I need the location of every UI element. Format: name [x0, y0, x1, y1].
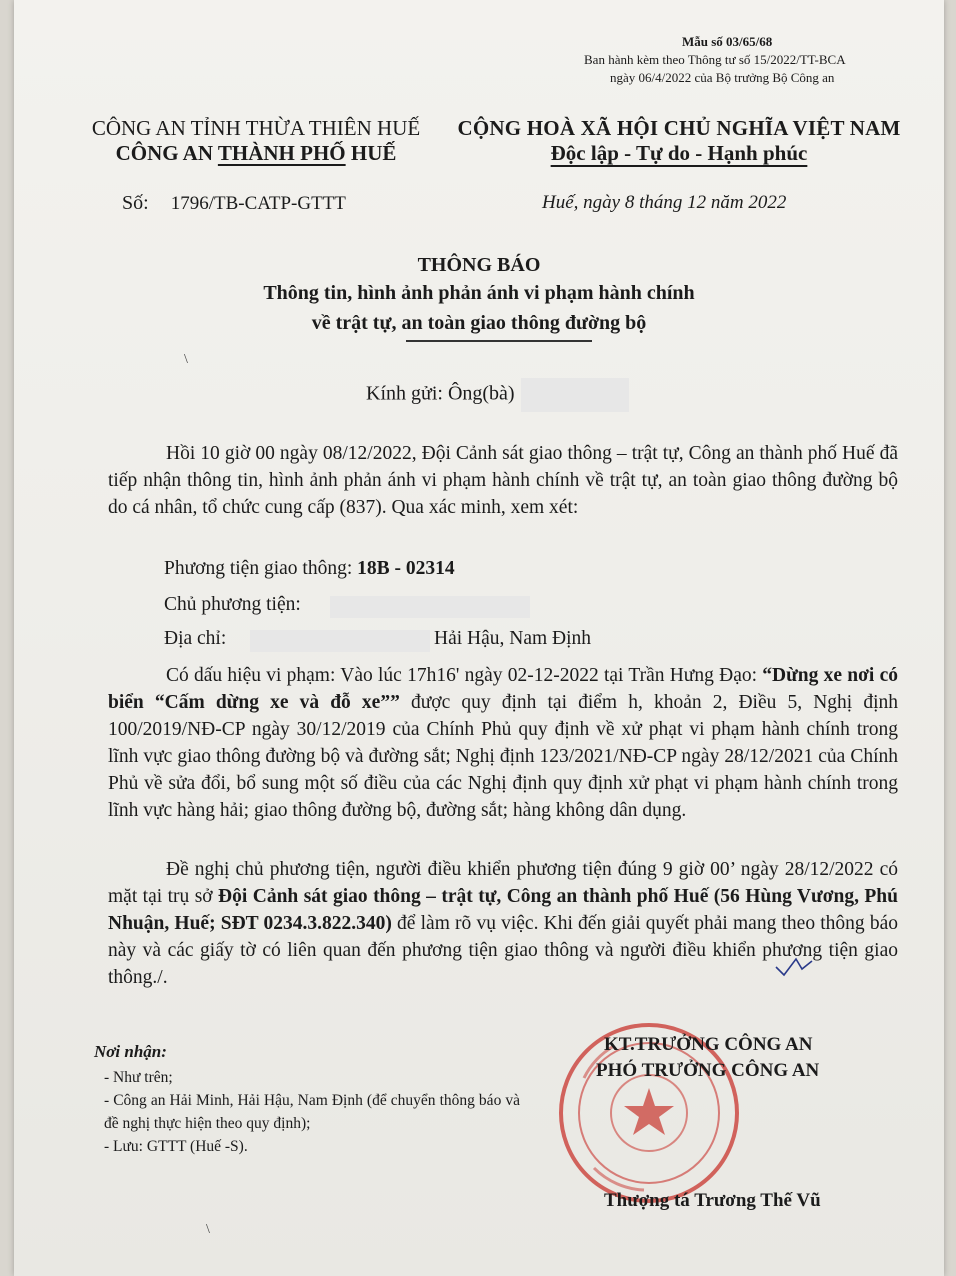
agency-name-part: CÔNG AN	[115, 141, 218, 165]
parent-agency: CÔNG AN TỈNH THỪA THIÊN HUẾ	[91, 116, 421, 140]
redacted-recipient-name	[521, 378, 629, 412]
vehicle-label: Phương tiện giao thông:	[164, 558, 353, 579]
agency-name-part: HUẾ	[345, 141, 397, 165]
owner-label: Chủ phương tiện:	[164, 594, 301, 615]
vehicle-field	[164, 558, 455, 580]
redacted-address	[250, 630, 430, 652]
recipients-label: Nơi nhận:	[94, 1042, 167, 1061]
form-note-line1: Ban hành kèm theo Thông tư số 15/2022/TT-BCA	[584, 52, 846, 67]
form-note-line2: ngày 06/4/2022 của Bộ trưởng Bộ Công an	[610, 70, 835, 85]
document-title: THÔNG BÁO	[417, 254, 541, 276]
form-number: Mẫu số 03/65/68	[682, 34, 773, 49]
document-number	[122, 192, 346, 215]
address-field	[164, 628, 592, 650]
agency-name	[66, 141, 446, 166]
signature-title-line2: PHÓ TRƯỞNG CÔNG AN	[596, 1060, 820, 1081]
document-subtitle-line1: Thông tin, hình ảnh phản ánh vi phạm hành chính	[263, 282, 695, 304]
recipient-item: - Lưu: GTTT (Huế -S).	[104, 1138, 248, 1155]
subtitle-underline	[406, 340, 592, 342]
license-plate: 18B - 02314	[357, 558, 455, 579]
request-instructions: để làm rõ vụ việc. Khi đến giải quyết phải mang theo thông báo này và các giấy tờ có liên quan đến phương tiện giao thông và người điều khiển phương tiện giao thông./.	[108, 913, 898, 988]
request-text: Đề nghị chủ phương tiện, người điều khiển phương tiện đúng 9 giờ 00’ ngày 28/12/2022 có mặt tại trụ sở	[108, 859, 898, 907]
nation-name: CỘNG HOÀ XÃ HỘI CHỦ NGHĨA VIỆT NAM	[457, 116, 901, 140]
request-location: Đội Cảnh sát giao thông – trật tự, Công an thành phố Huế (56 Hùng Vương, Phú Nhuận, Huế; SĐT 0234.3.822.340)	[108, 886, 899, 934]
owner-field	[164, 594, 301, 616]
address-value: Hải Hậu, Nam Định	[434, 628, 592, 649]
doc-number-value: 1796/TB-CATP-GTTT	[170, 193, 346, 214]
pen-mark: \	[184, 352, 188, 367]
greeting	[366, 378, 629, 412]
document-date: Huế, ngày 8 tháng 12 năm 2022	[542, 192, 787, 213]
recipient-item: - Công an Hải Minh, Hải Hậu, Nam Định (để chuyển thông báo và đề nghị thực hiện theo quy định);	[104, 1092, 520, 1132]
greeting-label: Kính gửi: Ông(bà)	[366, 382, 515, 405]
document-subtitle-line2: về trật tự, an toàn giao thông đường bộ	[311, 312, 647, 334]
paragraph-violation	[108, 662, 898, 824]
issuing-agency	[66, 116, 446, 166]
violation-intro: Có dấu hiệu vi phạm: Vào lúc 17h16' ngày 02-12-2022 tại Trần Hưng Đạo:	[166, 665, 758, 686]
recipient-item: - Như trên;	[104, 1069, 173, 1086]
doc-number-label: Số:	[122, 192, 149, 214]
violation-legal-basis: được quy định tại điểm h, khoản 2, Điều 5, Nghị định 100/2019/NĐ-CP ngày 30/12/2019 của Chính Phủ quy định về xử phạt vi phạm hành chính trong lĩnh vực giao thông đường bộ và đường sắt; Nghị định 123/2021/NĐ-CP ngày 28/12/2021 của Chính Phủ về sửa đổi, bổ sung một số điều của các Nghị định quy định xử phạt vi phạm hành chính trong lĩnh vực hàng hải; giao thông đường bộ, đường sắt; hàng không dân dụng.	[108, 692, 898, 821]
pen-mark: \	[206, 1222, 210, 1237]
national-heading	[444, 116, 914, 166]
signer-name: Thượng tá Trương Thế Vũ	[604, 1190, 821, 1211]
national-motto: Độc lập - Tự do - Hạnh phúc	[550, 141, 808, 165]
address-label: Địa chỉ:	[164, 628, 227, 649]
recipients-list	[104, 1066, 520, 1158]
violation-description: “Dừng xe nơi có biển “Cấm dừng xe và đỗ xe””	[108, 665, 899, 713]
redacted-owner-name	[330, 596, 530, 618]
paragraph-intro: Hồi 10 giờ 00 ngày 08/12/2022, Đội Cảnh sát giao thông – trật tự, Công an thành phố Huế đã tiếp nhận thông tin, hình ảnh phản ánh vi phạm hành chính về trật tự, an toàn giao thông đường bộ do cá nhân, tổ chức cung cấp (837). Qua xác minh, xem xét:	[108, 443, 898, 518]
handwritten-tick-icon	[774, 955, 814, 979]
signature-title-line1: KT.TRƯỞNG CÔNG AN	[604, 1034, 813, 1055]
agency-name-underlined: THÀNH PHỐ	[217, 141, 346, 165]
document-page	[14, 0, 944, 1276]
